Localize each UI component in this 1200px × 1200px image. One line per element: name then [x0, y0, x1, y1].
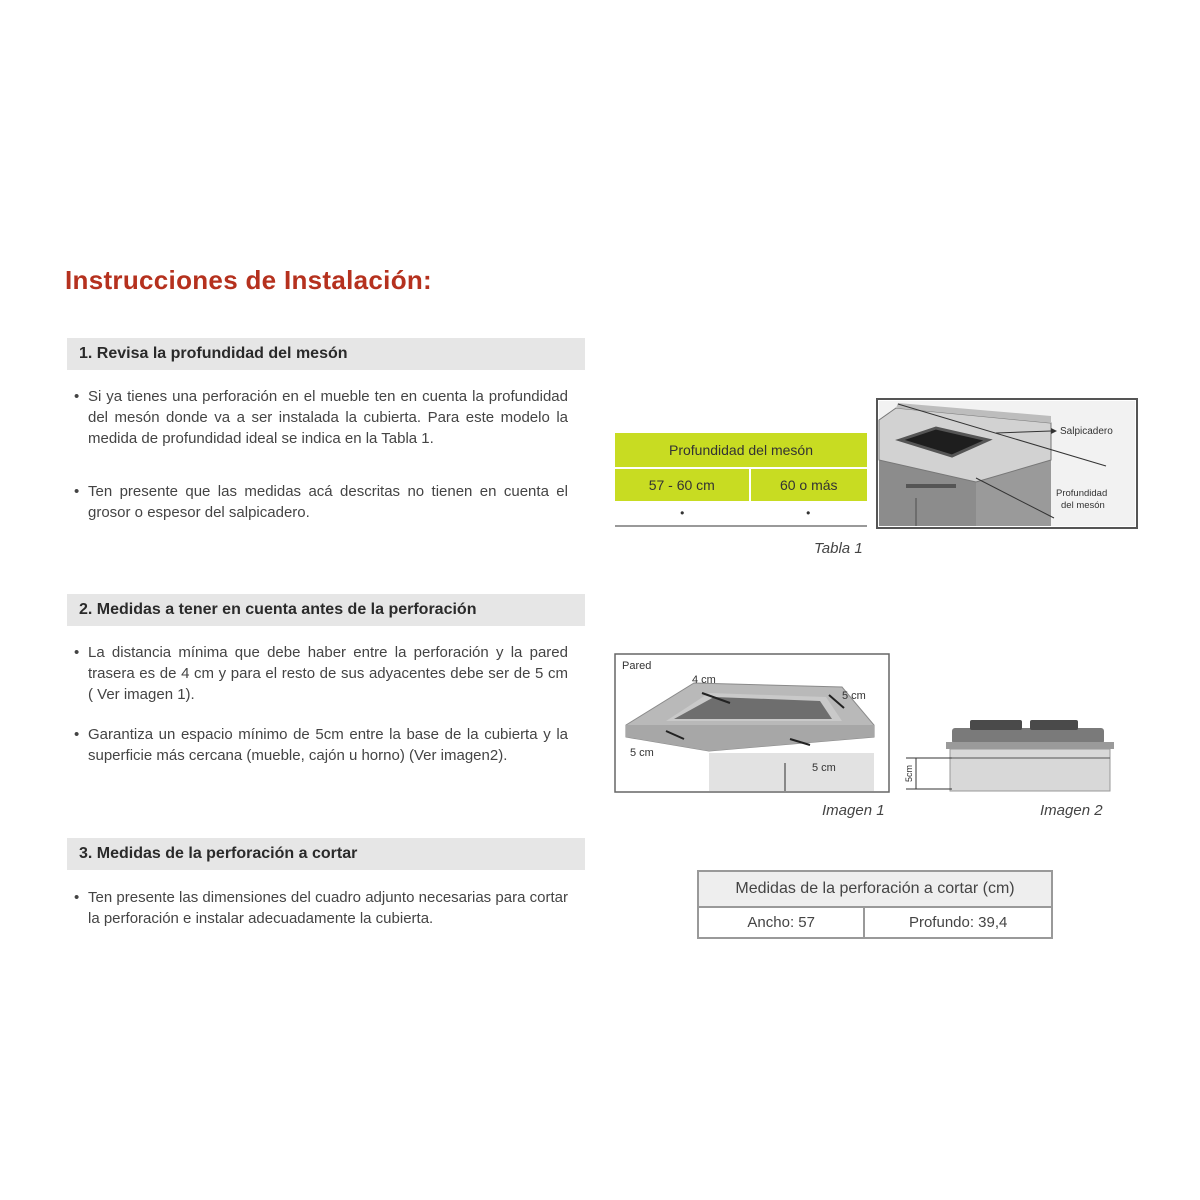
- bullet-item: [74, 887, 568, 929]
- depth-table: [615, 433, 867, 527]
- clearance-illustration: [614, 653, 890, 793]
- depth-mark: •: [615, 501, 750, 526]
- bullet-text: Si ya tienes una perforación en el mueble ten en cuenta la profundidad del mesón donde va a ser instalada la cubierta. Para este modelo la medida de profundidad ideal se indica en la Tabla 1.: [88, 388, 568, 447]
- bullet-dot: •: [74, 483, 80, 500]
- cut-measurements-table: [697, 870, 1053, 939]
- depth-label-line1: Profundidad: [1056, 488, 1108, 499]
- depth-col-60-plus: 60 o más: [750, 468, 867, 501]
- depth-label-line2: del mesón: [1061, 500, 1105, 511]
- clearance-top-label: 4 cm: [692, 674, 716, 686]
- bullet-text: Ten presente las dimensiones del cuadro adjunto necesarias para cortar la perforación e instalar adecuadamente la cubierta.: [88, 889, 568, 927]
- section-header-measures: 2. Medidas a tener en cuenta antes de la perforación: [67, 594, 585, 626]
- clearance-right-label: 5 cm: [842, 690, 866, 702]
- bullet-item: [74, 481, 568, 523]
- clearance-bottom-label: 5 cm: [812, 762, 836, 774]
- depth-table-header: Profundidad del mesón: [615, 433, 867, 468]
- cut-depth-value: Profundo: 39,4: [864, 907, 1052, 938]
- bullet-item: [74, 642, 568, 705]
- clearance-left-label: 5 cm: [630, 747, 654, 759]
- page-title: Instrucciones de Instalación:: [65, 265, 433, 295]
- bullet-dot: •: [74, 388, 80, 405]
- bullet-item: [74, 724, 568, 766]
- bullet-dot: •: [74, 644, 80, 661]
- bullet-text: La distancia mínima que debe haber entre la perforación y la pared trasera es de 4 cm y para el resto de sus adyacentes debe ser de 5 cm ( Ver imagen 1).: [88, 644, 568, 703]
- bullet-text: Garantiza un espacio mínimo de 5cm entre la base de la cubierta y la superficie más cercana (mueble, cajón u horno) (Ver imagen2).: [88, 726, 568, 764]
- image2-caption: Imagen 2: [1040, 802, 1103, 819]
- bullet-text: Ten presente que las medidas acá descritas no tienen en cuenta el grosor o espesor del salpicadero.: [88, 483, 568, 521]
- cut-width-value: Ancho: 57: [698, 907, 864, 938]
- countertop-depth-illustration: [876, 398, 1138, 529]
- section-header-depth: 1. Revisa la profundidad del mesón: [67, 338, 585, 370]
- bullet-dot: •: [74, 889, 80, 906]
- salpicadero-label: Salpicadero: [1060, 426, 1113, 437]
- bullet-item: [74, 386, 568, 449]
- section-header-cut: 3. Medidas de la perforación a cortar: [67, 838, 585, 870]
- bullet-dot: •: [74, 726, 80, 743]
- table1-caption: Tabla 1: [814, 540, 863, 557]
- depth-mark: •: [750, 501, 867, 526]
- cut-table-header: Medidas de la perforación a cortar (cm): [698, 871, 1052, 907]
- wall-label: Pared: [622, 660, 652, 672]
- image1-caption: Imagen 1: [822, 802, 885, 819]
- gap-label: 5cm: [904, 764, 914, 782]
- depth-col-57-60: 57 - 60 cm: [615, 468, 750, 501]
- vertical-gap-illustration: [902, 714, 1116, 794]
